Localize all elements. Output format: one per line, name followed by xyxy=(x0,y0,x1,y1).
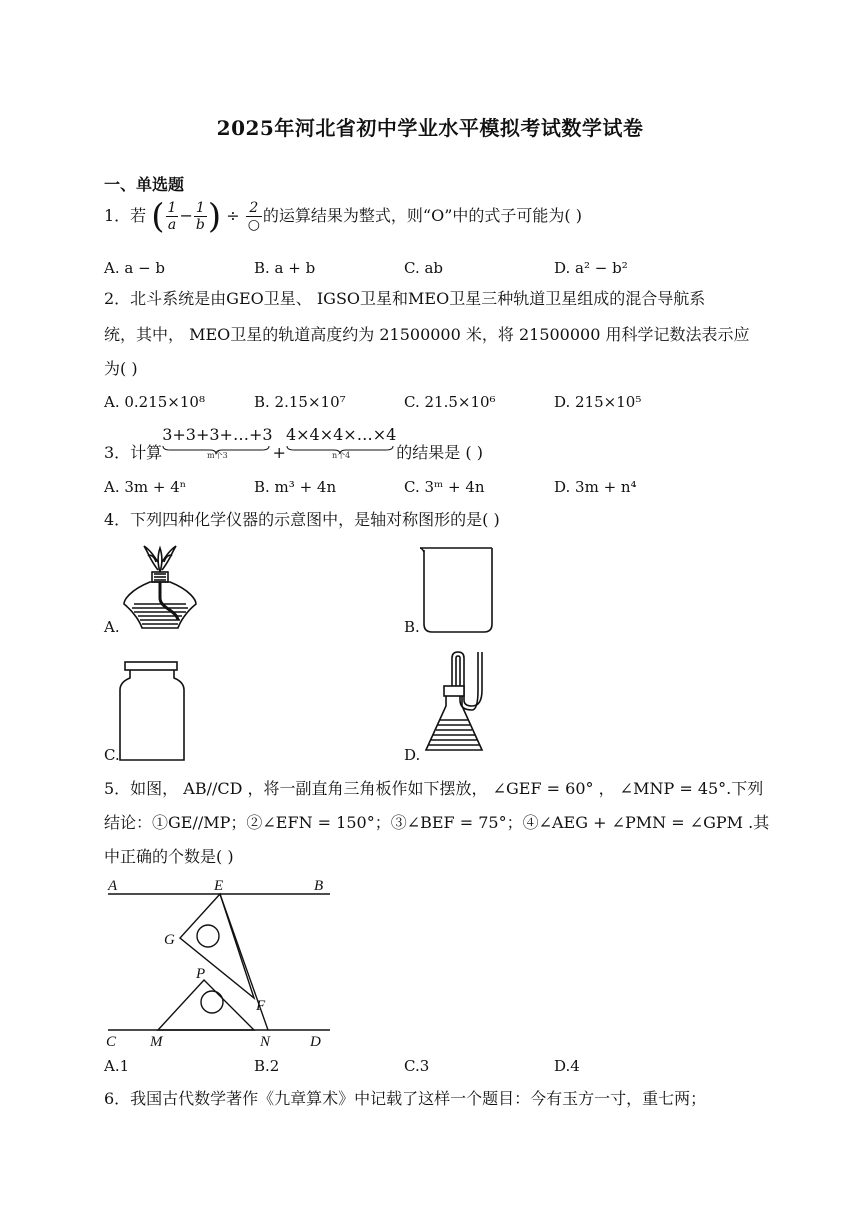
point-b-label: B xyxy=(314,878,324,894)
q3-suffix: 的结果是 ( ) xyxy=(396,443,483,462)
q6-line-1: 6．我国古代数学著作《九章算术》中记载了这样一个题目：今有玉方一寸，重七两； xyxy=(104,1089,707,1108)
triangle-gef xyxy=(180,894,254,998)
beaker-icon xyxy=(418,546,498,636)
question-3 xyxy=(104,424,483,464)
q5-option-c: C.3 xyxy=(404,1057,430,1075)
q2-line-2: 统，其中， MEO卫星的轨道高度约为 21500000 米，将 21500000 用科学记数法表示应 xyxy=(104,325,750,344)
q3-plus: + xyxy=(272,443,286,462)
q2-option-a: A. 0.215×10⁸ xyxy=(104,393,205,411)
q1-right-paren: ) xyxy=(207,196,222,237)
q2-option-b: B. 2.15×10⁷ xyxy=(254,393,346,411)
q2-line-1: 2．北斗系统是由GEO卫星、 IGSO卫星和MEO卫星三种轨道卫星组成的混合导航系 xyxy=(104,289,706,308)
q5-option-a: A.1 xyxy=(104,1057,130,1075)
question-1: 1．若 ( $\frac{1}{a}$ − $\frac{1}{b}$ ) ÷ $\frac{2}{○}$ 的运算结果为整式，则“O”中的式子可能为( ) xyxy=(104,196,582,237)
q1-fraction-1: $\frac{1}{a}$ xyxy=(167,200,177,233)
q3-product-underbrace xyxy=(286,446,394,453)
point-m-label: M xyxy=(150,1034,163,1050)
point-f-label: F xyxy=(256,998,266,1014)
q3-option-c: C. 3ᵐ + 4n xyxy=(404,478,485,496)
bottle-icon xyxy=(116,660,188,762)
point-a-label: A xyxy=(108,878,118,894)
q1-fraction-3: $\frac{2}{○}$ xyxy=(247,200,260,233)
q5-geometry-figure xyxy=(104,874,344,1050)
point-d-label: D xyxy=(310,1034,321,1050)
q1-option-c: C. ab xyxy=(404,259,444,277)
q2-line-3: 为( ) xyxy=(104,359,138,378)
q4-text: 4．下列四种化学仪器的示意图中，是轴对称图形的是( ) xyxy=(104,510,500,529)
q4-label-a: A. xyxy=(104,618,120,636)
point-c-label: C xyxy=(106,1034,117,1050)
triangle-mnp xyxy=(158,980,254,1030)
q3-option-a: A. 3m + 4ⁿ xyxy=(104,478,187,496)
q1-left-paren: ( xyxy=(151,196,165,237)
point-e-label: E xyxy=(214,878,224,894)
q5-option-b: B.2 xyxy=(254,1057,280,1075)
q3-sum-underbrace xyxy=(162,446,270,453)
q4-label-c: C. xyxy=(104,746,120,764)
q2-option-c: C. 21.5×10⁶ xyxy=(404,393,496,411)
circle-lower xyxy=(201,991,223,1013)
q3-option-b: B. m³ + 4n xyxy=(254,478,337,496)
q1-option-b: B. a + b xyxy=(254,259,316,277)
q1-fraction-2: $\frac{1}{b}$ xyxy=(195,200,205,233)
q1-option-a: A. a − b xyxy=(104,259,166,277)
q1-text: 的运算结果为整式，则“O”中的式子可能为( ) xyxy=(262,206,582,225)
q3-product-expression: 4×4×4×…×4 n个4 xyxy=(285,425,397,460)
q1-number: 1．若 xyxy=(104,206,147,225)
q5-line-1: 5．如图， AB//CD ，将一副直角三角板作如下摆放， ∠GEF = 60° ， ∠MNP = 45°.下列 xyxy=(104,779,764,798)
q5-option-d: D.4 xyxy=(554,1057,580,1075)
q4-label-b: B. xyxy=(404,618,420,636)
q5-line-2: 结论：①GE//MP；②∠EFN = 150°；③∠BEF = 75°；④∠AEG + ∠PMN = ∠GPM .其 xyxy=(104,813,770,832)
q2-option-d: D. 215×10⁵ xyxy=(554,393,642,411)
q5-line-3: 中正确的个数是( ) xyxy=(104,847,234,866)
section-heading: 一、单选题 xyxy=(104,175,185,194)
point-g-label: G xyxy=(164,932,175,948)
q1-divide-sign: ÷ xyxy=(226,206,240,225)
q3-option-d: D. 3m + n⁴ xyxy=(554,478,637,496)
q4-label-d: D. xyxy=(404,746,421,764)
page-title: 2025年河北省初中学业水平模拟考试数学试卷 xyxy=(216,116,644,140)
circle-upper xyxy=(197,925,219,947)
q3-sum-expression: 3+3+3+…+3 m个3 xyxy=(162,425,273,460)
conical-flask-icon xyxy=(422,650,492,756)
point-n-label: N xyxy=(260,1034,271,1050)
alcohol-lamp-icon xyxy=(120,542,200,632)
q1-option-d: D. a² − b² xyxy=(554,259,628,277)
point-p-label: P xyxy=(196,966,206,982)
q3-prefix: 3．计算 xyxy=(104,443,163,462)
